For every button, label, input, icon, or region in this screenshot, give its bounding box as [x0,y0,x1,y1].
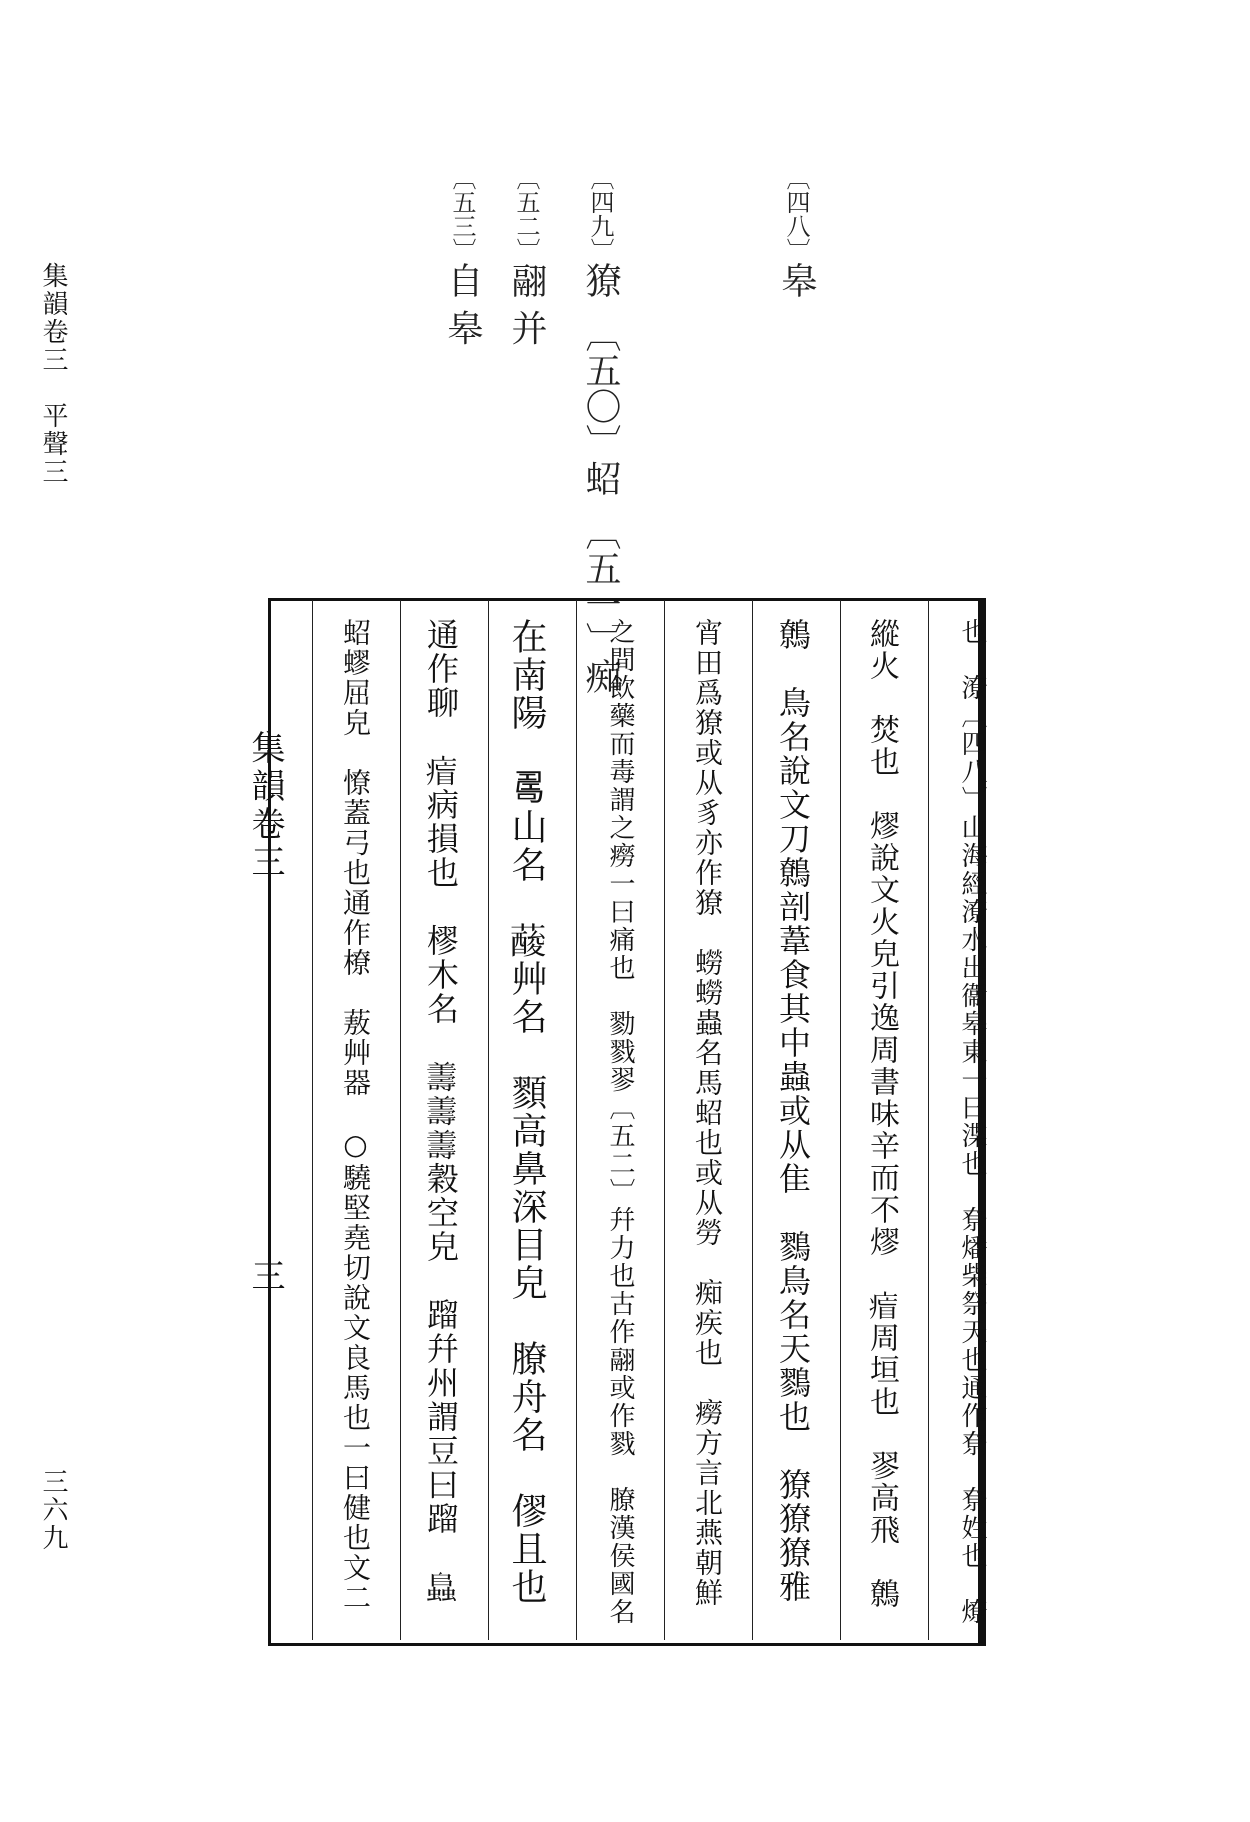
text-column [668,618,722,1628]
column-text: 蛁蟉屈皃 憭蓋弓也通作橑 蔜艸器 ○驍堅堯切說文良馬也一曰健也文二 [339,618,372,1613]
text-column [404,618,458,1628]
block-center-title: 集韻卷三 [245,730,285,882]
column-rule [752,600,753,1640]
text-column [492,618,546,1628]
page-number: 三六九 [38,1468,68,1552]
text-column [932,618,986,1628]
collation-note-53: 〔五三〕自 皋 [442,166,483,346]
collation-note-52: 〔五二〕翮 并 [506,166,547,346]
column-text: 之間飲藥而毒謂之癆一曰痛也 勠戮翏〔五二〕幷力也古作翮或作戮 膫漢侯國名 [605,618,635,1626]
column-rule [400,600,401,1640]
block-leaf-number: 三 [245,1258,285,1292]
column-text: 在南陽 𠷎山名 𦾹艸名 顟高鼻深目皃 膫舟名 僇且也 [506,618,547,1606]
collation-note-49-51: 〔四九〕獠 〔五〇〕蛁 〔五一〕痴 [580,166,621,694]
column-rule [488,600,489,1640]
column-text: 鷯 鳥名說文刀鷯剖葦食其中蟲或从隹 鷚鳥名天鷚也 獠獠獠雅 [774,618,812,1604]
column-text: 也 潦〔四八〕山海經潦水出衞皋東一曰渫也 尞燔柴祭天也通作尞 尞姓也 燎 [957,618,987,1626]
text-column [580,618,634,1628]
column-rule [664,600,665,1640]
column-rule [312,600,313,1640]
column-text: 縱火 焚也 熮說文火皃引逸周書味辛而不熮 𤷐周垣也 翏高飛 鷯 [864,618,899,1610]
text-column [756,618,810,1628]
column-rule [840,600,841,1640]
column-text: 宵田爲獠或从豸亦作獠 蟧蟧蟲名馬蛁也或从勞 痴疾也 癆方言北燕朝鮮 [691,618,724,1608]
text-column [316,618,370,1628]
text-column [844,618,898,1628]
column-rule [928,600,929,1640]
running-header: 集韻卷三 平聲三 [38,262,68,486]
column-text: 通作聊 𤷐病損也 樛木名 𦏟𦏟𦏟穀空皃 蹓幷州謂豆曰蹓 𧒂 [422,618,460,1604]
collation-note-48: 〔四八〕皋 [776,166,817,298]
column-rule [576,600,577,1640]
